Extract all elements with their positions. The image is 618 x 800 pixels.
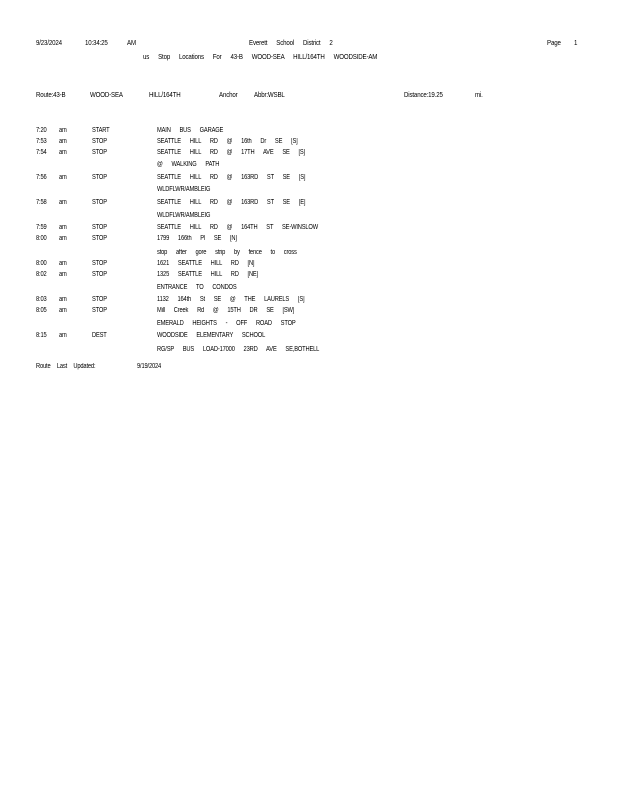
stop-note: RG/SP BUS LOAD-17000 23RD AVE SE,BOTHELL — [157, 346, 320, 353]
stop-time: 8:15 — [36, 332, 47, 339]
stop-ampm: am — [59, 271, 67, 278]
report-time: 10:34:25 — [85, 38, 108, 47]
stop-ampm: am — [59, 296, 67, 303]
stop-location: MAIN BUS GARAGE — [157, 127, 224, 134]
district-name: Everett School District 2 — [249, 38, 333, 47]
stop-type: STOP — [92, 296, 107, 303]
stop-location: SEATTLE HILL RD @ 16th Dr SE [S] — [157, 138, 298, 145]
stop-time: 8:00 — [36, 260, 47, 267]
route-abbr: Abbr:WSBL — [254, 90, 285, 99]
stop-ampm: am — [59, 199, 67, 206]
stop-location: 1132 164th St SE @ THE LAURELS [S] — [157, 296, 305, 303]
stop-location: SEATTLE HILL RD @ 17TH AVE SE [S] — [157, 149, 305, 156]
stop-location: SEATTLE HILL RD @ 163RD ST SE [E] — [157, 199, 306, 206]
stop-type: STOP — [92, 271, 107, 278]
stop-note: WLDFLWR/AMBLEIG — [157, 212, 211, 219]
stop-ampm: am — [59, 307, 67, 314]
stop-note: WLDFLWR/AMBLEIG — [157, 186, 211, 193]
stop-location: SEATTLE HILL RD @ 164TH ST SE-WINSLOW — [157, 224, 319, 231]
stop-ampm: am — [59, 174, 67, 181]
distance-unit: mi. — [475, 90, 483, 99]
stop-time: 7:58 — [36, 199, 47, 206]
stop-ampm: am — [59, 149, 67, 156]
stop-ampm: am — [59, 260, 67, 267]
route-distance: Distance:19.25 — [404, 90, 443, 99]
stop-note: stop after gore strip by fence to cross — [157, 249, 297, 256]
stop-type: STOP — [92, 138, 107, 145]
report-ampm: AM — [127, 38, 136, 47]
page-label: Page — [547, 38, 561, 47]
stop-ampm: am — [59, 138, 67, 145]
stop-time: 7:59 — [36, 224, 47, 231]
stop-ampm: am — [59, 235, 67, 242]
report-title: us Stop Locations For 43-B WOOD-SEA HILL/164TH WOODSIDE-AM — [143, 52, 378, 61]
stop-ampm: am — [59, 332, 67, 339]
last-updated-date: 9/19/2024 — [137, 363, 162, 370]
stop-time: 8:00 — [36, 235, 47, 242]
stop-type: START — [92, 127, 110, 134]
stop-time: 8:05 — [36, 307, 47, 314]
route-id: Route:43-B — [36, 90, 66, 99]
last-updated-label: Route Last Updated: — [36, 363, 96, 370]
stop-note: EMERALD HEIGHTS - OFF ROAD STOP — [157, 320, 296, 327]
route-name-2: HILL/164TH — [149, 90, 181, 99]
stop-location: 1325 SEATTLE HILL RD [NE] — [157, 271, 259, 278]
stop-time: 7:56 — [36, 174, 47, 181]
stop-type: DEST — [92, 332, 107, 339]
anchor-label: Anchor — [219, 90, 238, 99]
stop-ampm: am — [59, 127, 67, 134]
page-number: 1 — [574, 38, 578, 47]
stop-type: STOP — [92, 199, 107, 206]
stop-note: ENTRANCE TO CONDOS — [157, 284, 237, 291]
stop-location: SEATTLE HILL RD @ 163RD ST SE [S] — [157, 174, 306, 181]
stop-type: STOP — [92, 235, 107, 242]
stop-location: 1799 166th Pl SE [N] — [157, 235, 237, 242]
stop-ampm: am — [59, 224, 67, 231]
report-date: 9/23/2024 — [36, 38, 62, 47]
stop-time: 7:53 — [36, 138, 47, 145]
stop-time: 7:54 — [36, 149, 47, 156]
stop-location: 1621 SEATTLE HILL RD [N] — [157, 260, 255, 267]
stop-time: 8:03 — [36, 296, 47, 303]
stop-time: 8:02 — [36, 271, 47, 278]
stop-type: STOP — [92, 174, 107, 181]
stop-location: WOODSIDE ELEMENTARY SCHOOL — [157, 332, 266, 339]
stop-note: @ WALKING PATH — [157, 161, 220, 168]
stop-type: STOP — [92, 307, 107, 314]
stop-type: STOP — [92, 260, 107, 267]
stop-type: STOP — [92, 224, 107, 231]
stop-location: Mill Creek Rd @ 15TH DR SE [SW] — [157, 307, 295, 314]
route-name-1: WOOD-SEA — [90, 90, 123, 99]
stop-type: STOP — [92, 149, 107, 156]
stop-time: 7:20 — [36, 127, 47, 134]
